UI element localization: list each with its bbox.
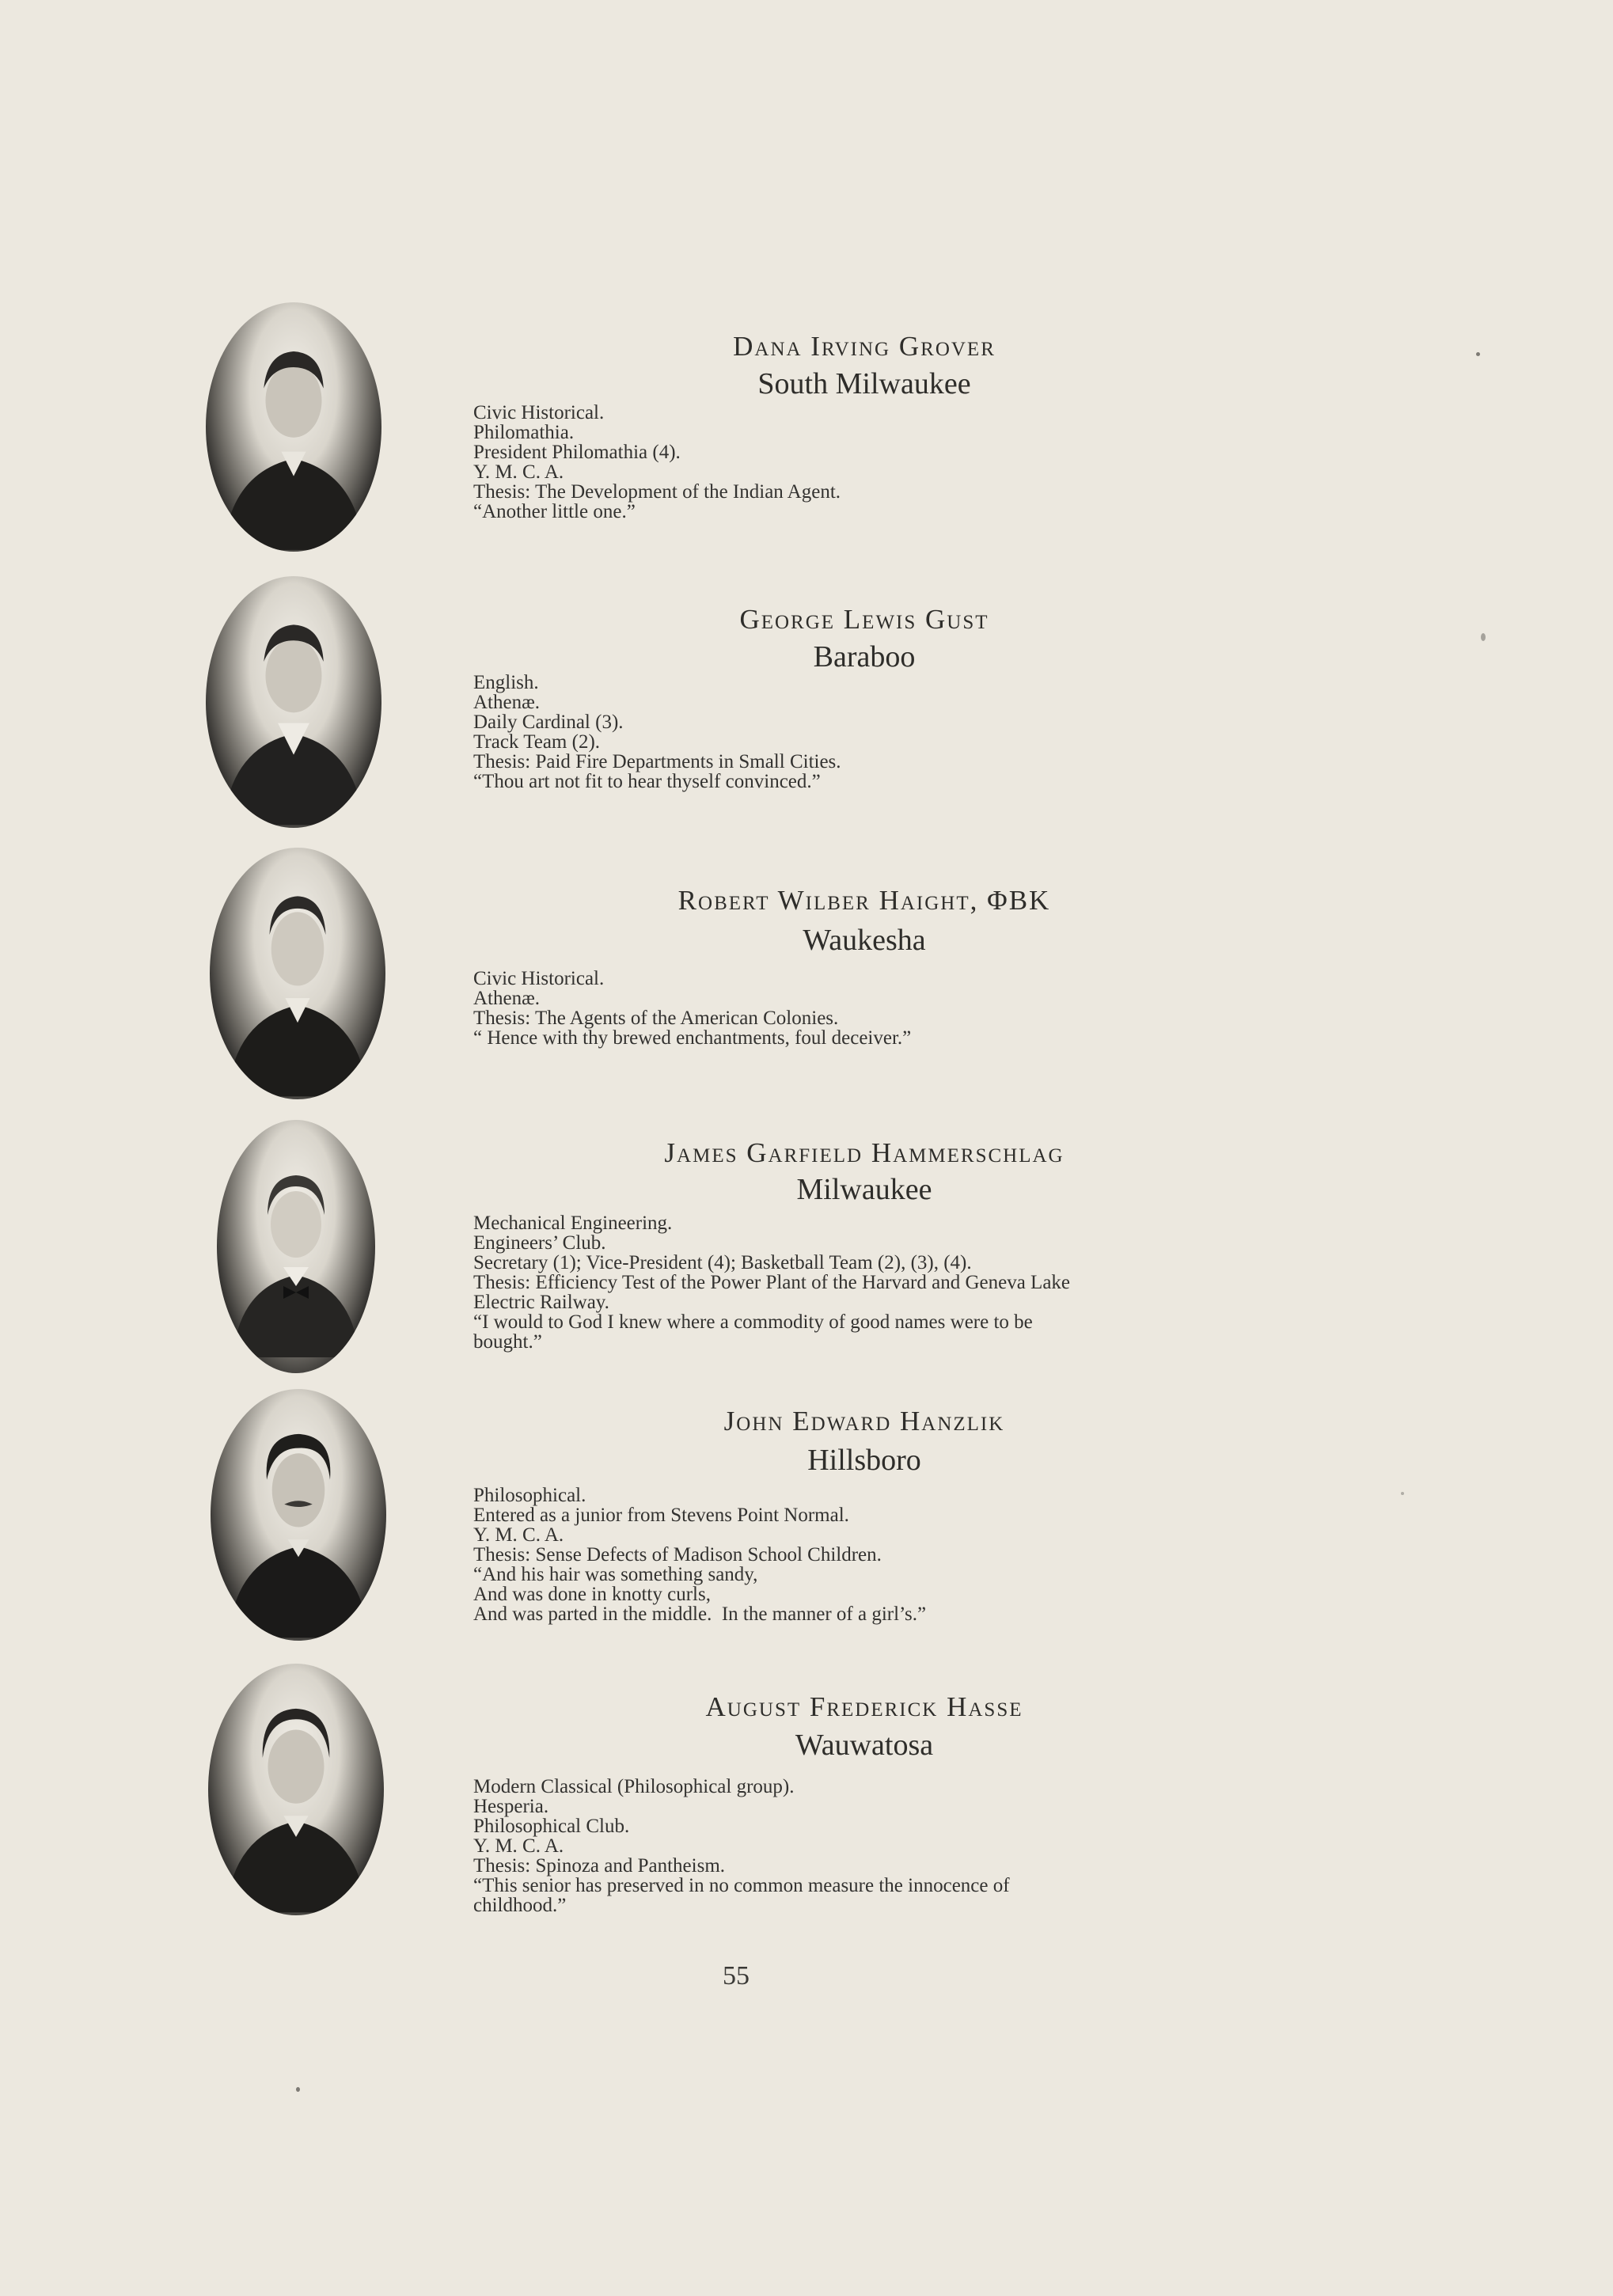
detail-line: Modern Classical (Philosophical group). bbox=[473, 1776, 795, 1797]
detail-line: Thesis: Spinoza and Pantheism. bbox=[473, 1855, 726, 1877]
student-hometown: Wauwatosa bbox=[795, 1729, 934, 1762]
detail-line: “Another little one.” bbox=[473, 501, 636, 522]
student-details bbox=[473, 1777, 1268, 1915]
detail-line: Athenæ. bbox=[473, 692, 541, 713]
portrait-photo bbox=[211, 1389, 386, 1641]
detail-line: “Thou art not fit to hear thyself convinced.” bbox=[473, 771, 821, 792]
detail-line: “I would to God I knew where a commodity of good names were to be bbox=[473, 1311, 1033, 1333]
student-hometown: South Milwaukee bbox=[757, 367, 971, 400]
detail-line: Mechanical Engineering. bbox=[473, 1213, 673, 1234]
student-details bbox=[473, 403, 1268, 522]
detail-line: Civic Historical. bbox=[473, 968, 605, 989]
portrait-figure bbox=[211, 1389, 386, 1641]
paper-speck bbox=[1401, 1492, 1404, 1495]
paper-speck bbox=[1476, 352, 1480, 356]
detail-line: Thesis: Sense Defects of Madison School Children. bbox=[473, 1544, 882, 1565]
portrait-figure bbox=[208, 1664, 384, 1915]
portrait-photo bbox=[210, 848, 385, 1099]
detail-line: Daily Cardinal (3). bbox=[473, 712, 624, 733]
detail-line: President Philomathia (4). bbox=[473, 442, 681, 463]
student-name: George Lewis Gust bbox=[739, 604, 989, 635]
detail-line: “And his hair was something sandy, bbox=[473, 1564, 758, 1585]
detail-line: Thesis: The Development of the Indian Agent. bbox=[473, 481, 841, 503]
portrait-figure bbox=[217, 1120, 375, 1373]
detail-line: Entered as a junior from Stevens Point Normal. bbox=[473, 1505, 849, 1526]
detail-line: Secretary (1); Vice-President (4); Basketball Team (2), (3), (4). bbox=[473, 1252, 972, 1273]
student-name: Robert Wilber Haight, ΦBK bbox=[677, 885, 1051, 916]
detail-line: Philosophical. bbox=[473, 1485, 586, 1506]
detail-line: And was done in knotty curls, bbox=[473, 1584, 711, 1605]
student-details bbox=[473, 1486, 1268, 1624]
detail-line: Track Team (2). bbox=[473, 731, 601, 753]
detail-line: Y. M. C. A. bbox=[473, 461, 564, 483]
student-name: August Frederick Hasse bbox=[705, 1691, 1023, 1722]
detail-line: Y. M. C. A. bbox=[473, 1524, 564, 1546]
student-hometown: Hillsboro bbox=[807, 1444, 921, 1477]
detail-line: Civic Historical. bbox=[473, 402, 605, 423]
portrait-photo bbox=[217, 1120, 375, 1373]
detail-line: childhood.” bbox=[473, 1895, 567, 1916]
student-details bbox=[473, 1213, 1268, 1352]
detail-line: Engineers’ Club. bbox=[473, 1232, 606, 1254]
detail-line: Philomathia. bbox=[473, 422, 575, 443]
portrait-photo bbox=[206, 302, 381, 552]
detail-line: “This senior has preserved in no common measure the innocence of bbox=[473, 1875, 1010, 1896]
student-hometown: Waukesha bbox=[803, 924, 926, 957]
detail-line: English. bbox=[473, 672, 539, 693]
student-details bbox=[473, 969, 1268, 1048]
student-name: Dana Irving Grover bbox=[733, 331, 996, 362]
page-number: 55 bbox=[723, 1961, 750, 1990]
portrait-photo bbox=[206, 576, 381, 828]
paper-speck bbox=[1481, 633, 1486, 641]
paper-speck bbox=[296, 2087, 300, 2092]
detail-line: bought.” bbox=[473, 1331, 542, 1353]
detail-line: And was parted in the middle. In the manner of a girl’s.” bbox=[473, 1603, 927, 1625]
portrait-figure bbox=[210, 848, 385, 1099]
detail-line: Hesperia. bbox=[473, 1796, 549, 1817]
student-hometown: Milwaukee bbox=[796, 1173, 932, 1206]
student-details bbox=[473, 673, 1268, 791]
detail-line: Thesis: Paid Fire Departments in Small Cities. bbox=[473, 751, 841, 772]
student-name: James Garfield Hammerschlag bbox=[664, 1137, 1065, 1168]
detail-line: Thesis: The Agents of the American Colonies. bbox=[473, 1008, 839, 1029]
detail-line: Electric Railway. bbox=[473, 1292, 609, 1313]
student-hometown: Baraboo bbox=[813, 640, 916, 674]
detail-line: “ Hence with thy brewed enchantments, foul deceiver.” bbox=[473, 1027, 912, 1049]
portrait-figure bbox=[206, 576, 381, 828]
detail-line: Y. M. C. A. bbox=[473, 1835, 564, 1857]
portrait-photo bbox=[208, 1664, 384, 1915]
detail-line: Thesis: Efficiency Test of the Power Plant of the Harvard and Geneva Lake bbox=[473, 1272, 1071, 1293]
detail-line: Athenæ. bbox=[473, 988, 541, 1009]
portrait-figure bbox=[206, 302, 381, 552]
student-name: John Edward Hanzlik bbox=[723, 1406, 1005, 1436]
detail-line: Philosophical Club. bbox=[473, 1816, 630, 1837]
